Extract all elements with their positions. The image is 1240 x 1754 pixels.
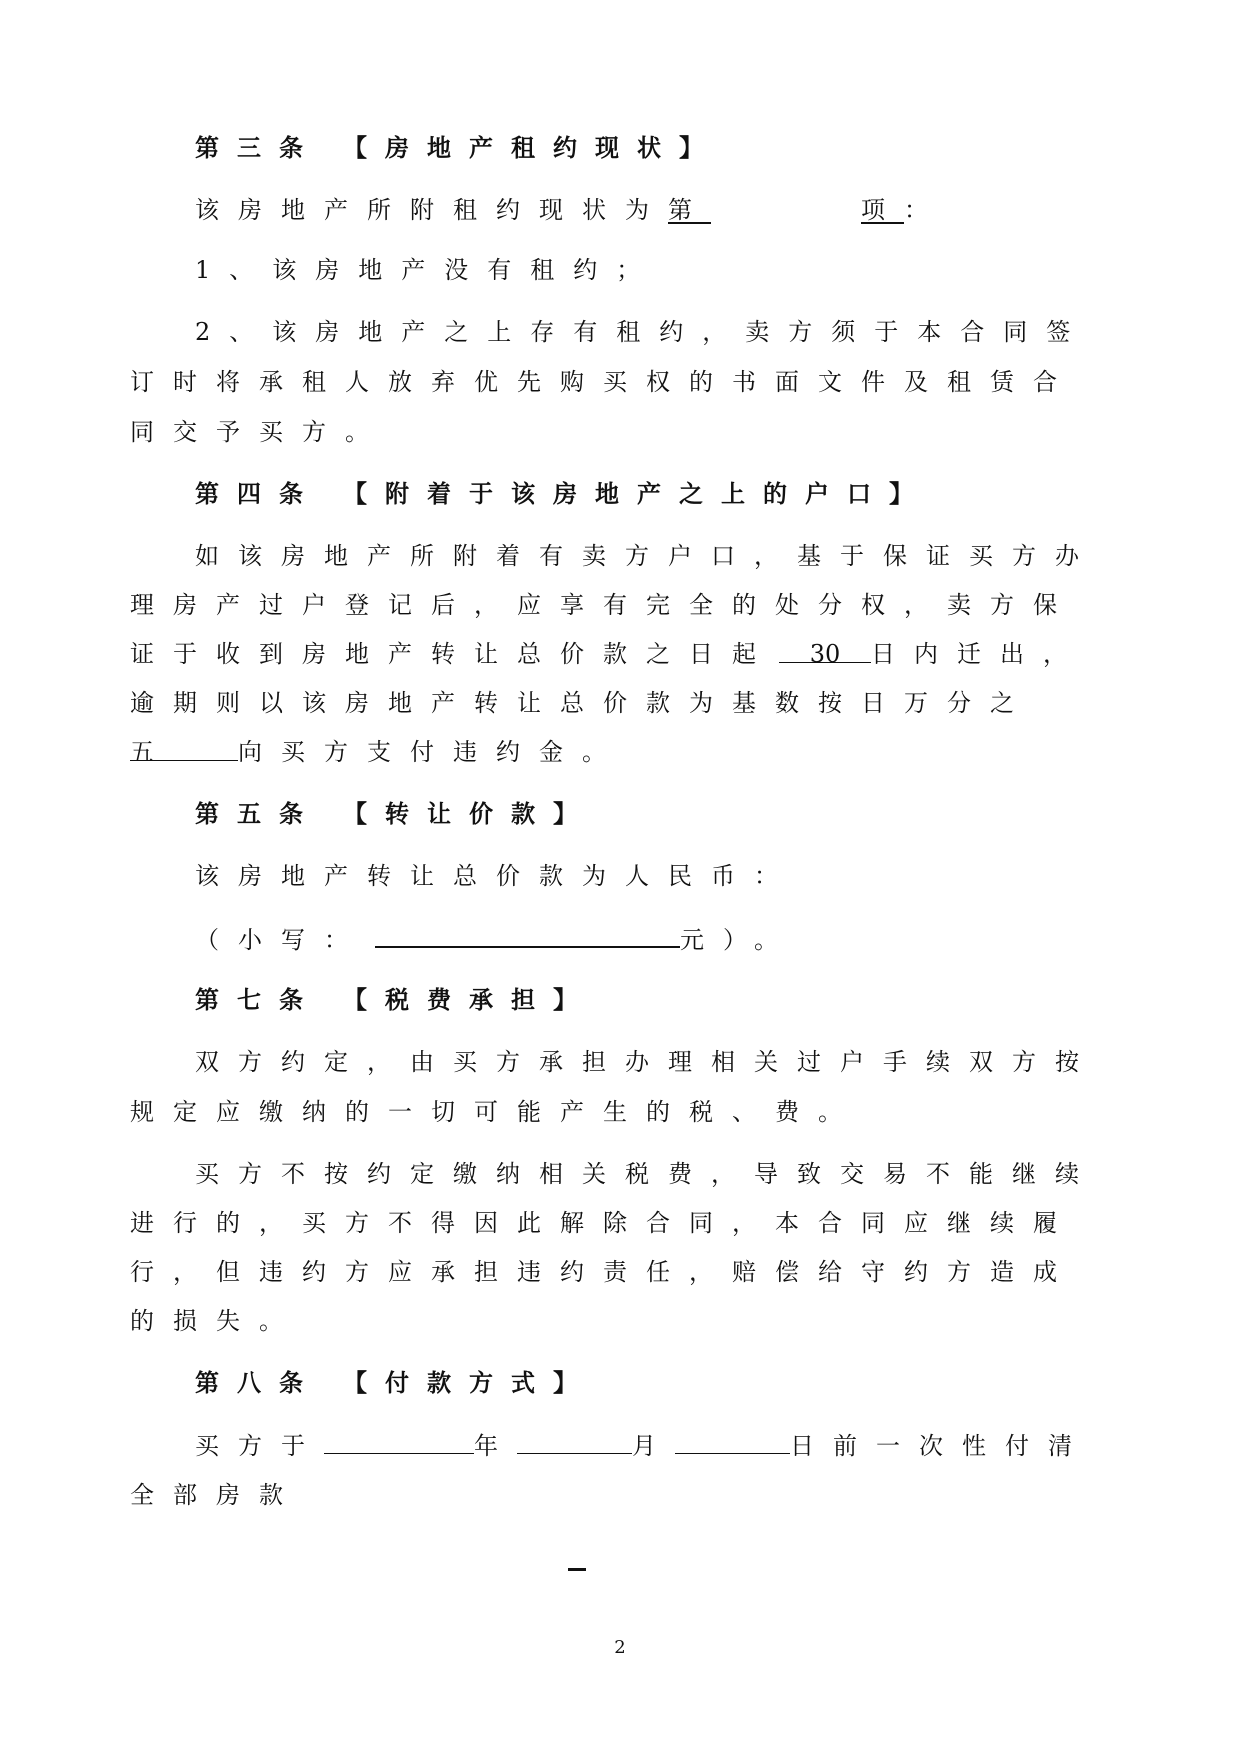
text-segment: （小写： xyxy=(195,926,367,954)
text-segment: 向买方支付违约金。 xyxy=(238,738,625,766)
text-segment: 该房地产所附租约现状为 xyxy=(195,196,668,224)
move-out-days-field: 30 xyxy=(779,634,871,663)
article-4-line-4: 逾期则以该房地产转让总价款为基数按日万分之 xyxy=(130,689,1033,717)
article-title: 【税费承担】 xyxy=(343,985,595,1014)
article-4-line-1: 如该房地产所附着有卖方户口，基于保证买方办 xyxy=(195,542,1098,570)
article-5-line-2 xyxy=(195,918,1100,958)
article-number: 第三条 xyxy=(195,133,321,162)
article-number: 第四条 xyxy=(195,479,321,508)
article-title: 【转让价款】 xyxy=(343,799,595,828)
text-segment: 日内迁出， xyxy=(871,640,1086,668)
lease-item-blank xyxy=(711,190,861,218)
article-5-line-1: 该房地产转让总价款为人民币： xyxy=(195,862,797,890)
article-7-para-2-line-4: 的损失。 xyxy=(130,1307,302,1335)
lease-item-fill-in: 第 项 xyxy=(668,196,904,224)
article-3-line-2: 1、该房地产没有租约； xyxy=(195,256,660,284)
penalty-rate-field: 五 xyxy=(130,732,238,761)
article-8-line-2: 全部房款 xyxy=(130,1481,302,1509)
article-7-para-2-line-2: 进行的，买方不得因此解除合同，本合同应继续履 xyxy=(130,1209,1076,1237)
article-3-line-3: 2、该房地产之上存有租约，卖方须于本合同签 xyxy=(195,318,1090,346)
text-segment: 日前一次性付清 xyxy=(790,1432,1091,1460)
article-8-heading xyxy=(195,1363,1100,1403)
article-4-heading xyxy=(195,474,1100,514)
page-number: 2 xyxy=(614,1637,626,1658)
article-3-line-4: 订时将承租人放弃优先购买权的书面文件及租赁合 xyxy=(130,368,1076,396)
payment-day-blank xyxy=(675,1425,790,1454)
text-segment: 买方于 xyxy=(195,1432,324,1460)
article-number: 第八条 xyxy=(195,1368,321,1397)
article-7-para-2-line-1: 买方不按约定缴纳相关税费，导致交易不能继续 xyxy=(195,1160,1098,1188)
article-5-heading xyxy=(195,794,1100,834)
currency-unit: 元 xyxy=(680,926,723,954)
article-title: 【付款方式】 xyxy=(343,1368,595,1397)
article-number: 第七条 xyxy=(195,985,321,1014)
page-dash-divider xyxy=(568,1568,586,1571)
payment-month-blank xyxy=(517,1425,632,1454)
text-segment: 证于收到房地产转让总价款之日起 xyxy=(130,640,775,668)
article-4-line-2: 理房产过户登记后，应享有完全的处分权，卖方保 xyxy=(130,591,1076,619)
article-3-line-5: 同交予买方。 xyxy=(130,418,388,446)
text-segment: ）。 xyxy=(723,926,797,954)
article-4-line-3 xyxy=(130,634,1100,674)
article-7-para-2-line-3: 行，但违约方应承担违约责任，赔偿给守约方造成 xyxy=(130,1258,1076,1286)
article-7-heading xyxy=(195,980,1100,1020)
payment-year-blank xyxy=(324,1425,474,1454)
article-4-line-5 xyxy=(130,732,1100,772)
text-segment: 月 xyxy=(632,1432,675,1460)
article-title: 【房地产租约现状】 xyxy=(343,133,721,162)
article-8-line-1 xyxy=(195,1425,1100,1465)
article-7-para-1-line-1: 双方约定，由买方承担办理相关过户手续双方按 xyxy=(195,1048,1098,1076)
article-3-heading xyxy=(195,128,1100,168)
text-segment: 年 xyxy=(474,1432,517,1460)
article-title: 【附着于该房地产之上的户口】 xyxy=(343,479,931,508)
article-7-para-1-line-2: 规定应缴纳的一切可能产生的税、费。 xyxy=(130,1098,861,1126)
article-3-line-1 xyxy=(195,190,1100,230)
article-number: 第五条 xyxy=(195,799,321,828)
price-amount-blank xyxy=(375,918,680,948)
text-segment: ： xyxy=(904,196,947,224)
